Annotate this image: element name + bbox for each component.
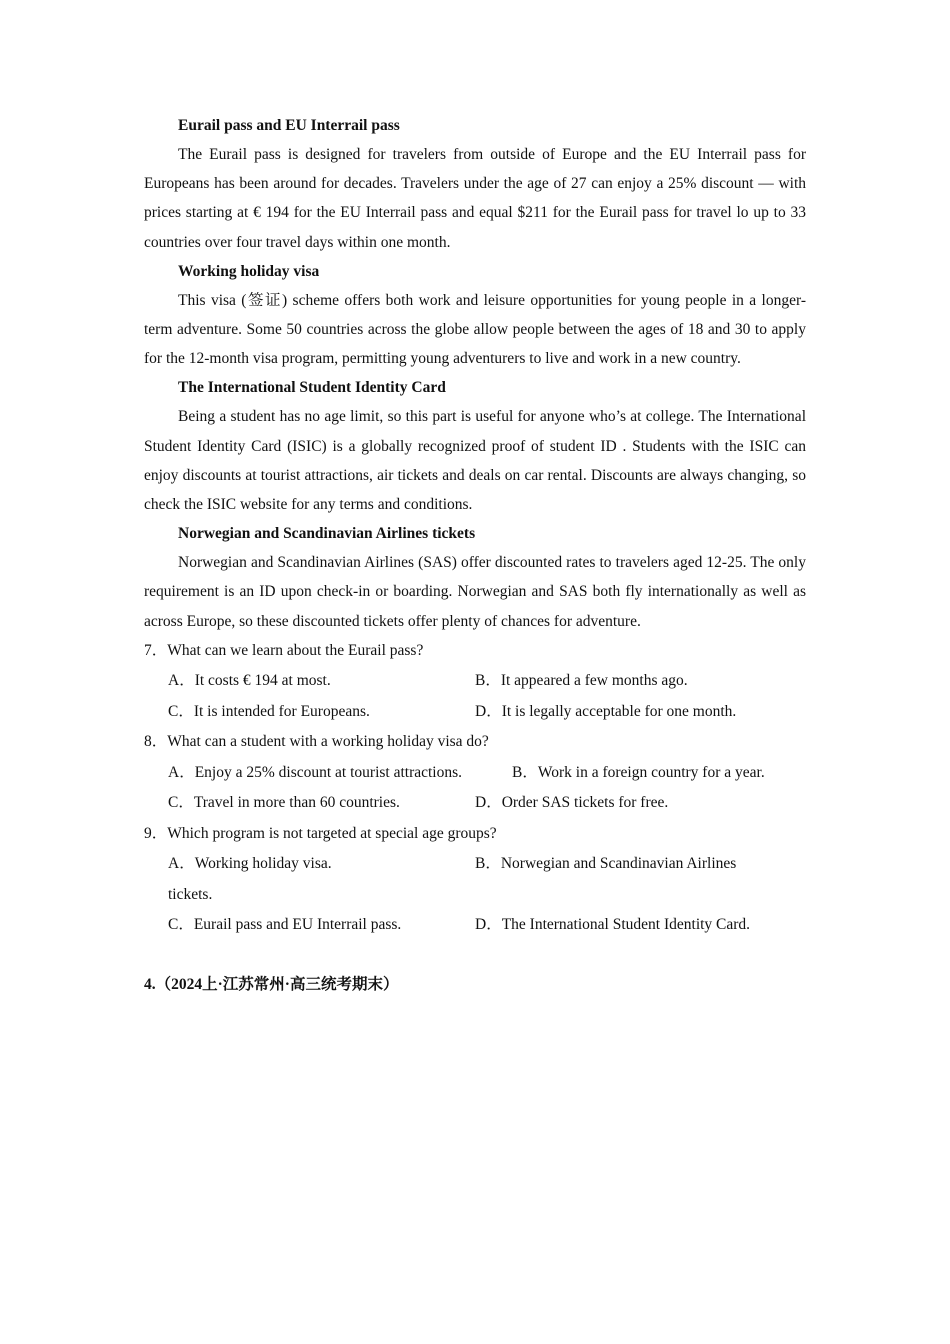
next-section-title: 4.（2024上·江苏常州·高三统考期末） [144, 976, 399, 994]
option-a: A．Enjoy a 25% discount at tourist attractions. [168, 763, 463, 781]
option-d: D．It is legally acceptable for one month. [475, 702, 737, 720]
options-row [144, 758, 806, 789]
document-page [144, 111, 806, 1016]
section-heading: Norwegian and Scandinavian Airlines tickets [178, 525, 476, 543]
options-row [144, 666, 806, 697]
section-body: The Eurail pass is designed for travelers from outside of Europe and the EU Interrail pass for Europeans has been around for decades. Travelers under the age of 27 can enjoy a 25% discount — with prices starting at € 194 for the EU Interrail pass and equal $211 for the Eurail pass for travel lo up to 33 countries over four travel days within one month. [144, 146, 806, 251]
option-c: C．Travel in more than 60 countries. [168, 794, 400, 812]
question-stem: 9．Which program is not targeted at special age groups? [144, 824, 497, 842]
section-heading: Eurail pass and EU Interrail pass [178, 117, 400, 134]
question-stem: 7．What can we learn about the Eurail pass? [144, 641, 424, 659]
option-b-continuation: tickets. [168, 885, 213, 903]
option-b: B．Work in a foreign country for a year. [512, 763, 765, 781]
option-b: B．It appeared a few months ago. [475, 672, 688, 690]
options-row [144, 697, 806, 728]
section-body: Being a student has no age limit, so this part is useful for anyone who’s at college. The International Student Identity Card (ISIC) is a globally recognized proof of student ID . Students with the ISIC can enjoy discounts at tourist attractions, air tickets and deals on car rental. Discounts are always changing, so check the ISIC website for any terms and conditions. [144, 408, 806, 514]
option-a: A．It costs € 194 at most. [168, 672, 331, 690]
options-row [144, 849, 806, 880]
section-heading: Working holiday visa [178, 262, 320, 280]
section-body: Norwegian and Scandinavian Airlines (SAS) offer discounted rates to travelers aged 12-25. The only requirement is an ID upon check-in or boarding. Norwegian and SAS both fly internationally as well as across Europe, so these discounted tickets offer plenty of chances for adventure. [144, 554, 806, 630]
option-c: C．It is intended for Europeans. [168, 702, 370, 720]
question-stem: 8．What can a student with a working holiday visa do? [144, 733, 489, 751]
option-d: D．The International Student Identity Card. [475, 915, 751, 933]
options-row [144, 910, 806, 941]
option-c: C．Eurail pass and EU Interrail pass. [168, 915, 402, 933]
option-d: D．Order SAS tickets for free. [475, 794, 669, 812]
options-row [144, 788, 806, 819]
option-b: B．Norwegian and Scandinavian Airlines [475, 855, 737, 873]
section-body: This visa (签证) scheme offers both work and leisure opportunities for young people in a longer-term adventure. Some 50 countries across the globe allow people between the ages of 18 and 30 to apply for the 12-month visa program, permitting young adventurers to live and work in a new country. [144, 291, 806, 368]
option-a: A．Working holiday visa. [168, 855, 332, 873]
section-heading: The International Student Identity Card [178, 379, 446, 397]
